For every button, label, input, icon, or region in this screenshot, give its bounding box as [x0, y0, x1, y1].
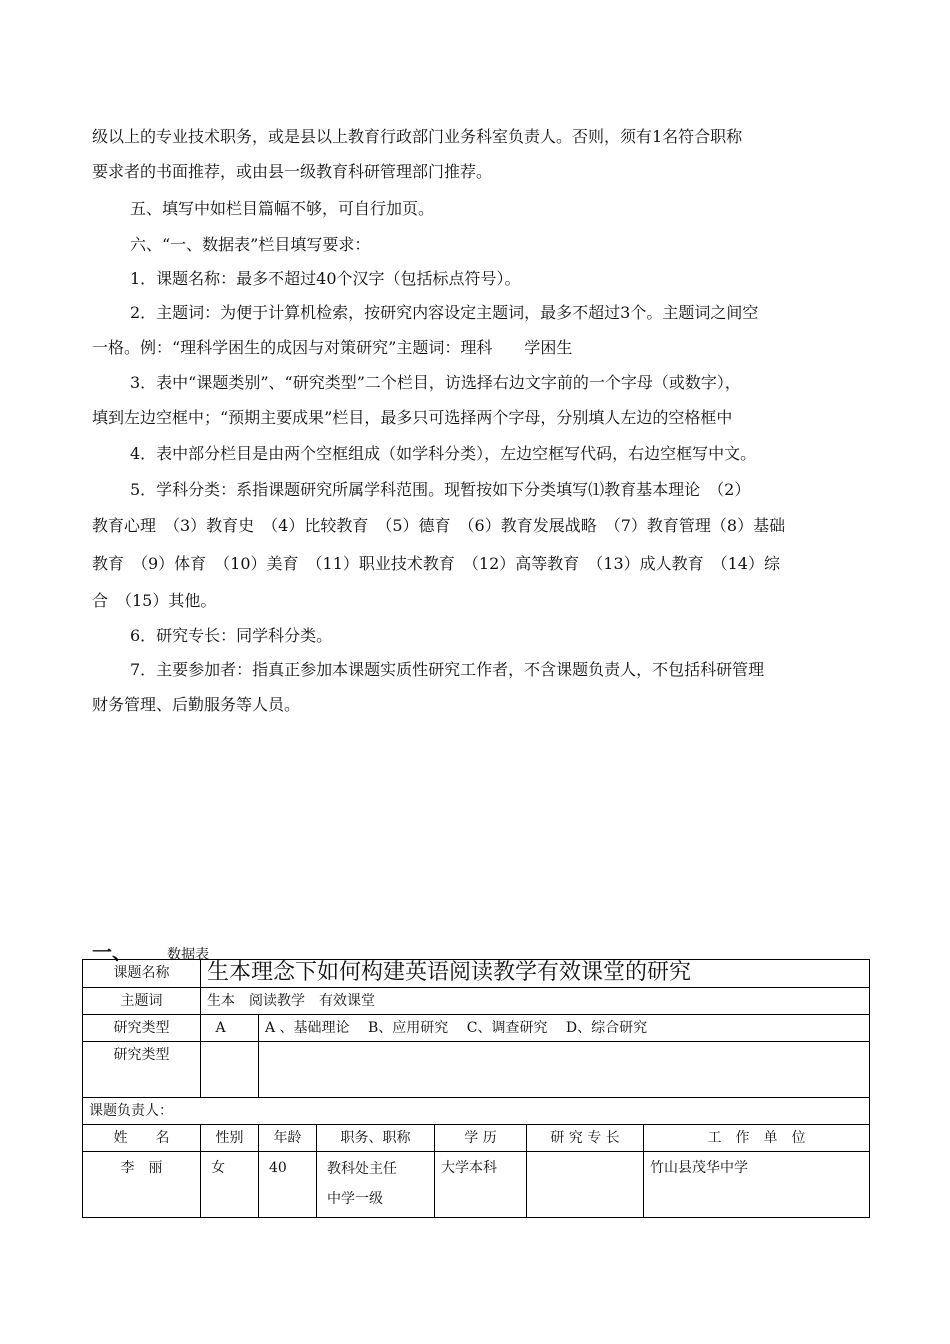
header-unit: 工 作 单 位: [644, 1125, 870, 1152]
section-number: 一、: [92, 940, 132, 964]
text-line: 4．表中部分栏目是由两个空框组成（如学科分类），左边空框写代码，右边空框写中文。: [130, 444, 757, 463]
table-row: [83, 1098, 870, 1125]
research-type-options: A 、基础理论 B、应用研究 C、调查研究 D、综合研究: [259, 1015, 870, 1042]
text-line: 合 （15）其他。: [92, 591, 217, 610]
header-position: 职务、职称: [317, 1125, 435, 1152]
person-age: 40: [259, 1152, 317, 1218]
keywords-label: 主题词: [83, 988, 201, 1015]
header-age: 年龄: [259, 1125, 317, 1152]
table-row: [83, 960, 870, 988]
text-line: 5．学科分类：系指课题研究所属学科范围。现暂按如下分类填写⑴教育基本理论 （2）: [130, 480, 751, 499]
text-line: 教育心理 （3）教育史 （4）比较教育 （5）德育 （6）教育发展战略 （7）教育管理（8）基础: [92, 516, 786, 535]
text-line: 填到左边空框中；“预期主要成果”栏目，最多只可选择两个字母，分别填人左边的空格框中: [92, 408, 733, 427]
research-type-2-options: [259, 1042, 870, 1098]
section-label: 数据表: [167, 947, 210, 963]
text-line: 要求者的书面推荐，或由县一级教育科研管理部门推荐。: [92, 162, 493, 181]
keywords-value: 生本 阅读教学 有效课堂: [201, 988, 870, 1015]
topic-name-value: 生本理念下如何构建英语阅读教学有效课堂的研究: [201, 960, 870, 988]
topic-name-label: 课题名称: [83, 960, 201, 988]
research-type-2-code: [201, 1042, 259, 1098]
person-name: 李 丽: [83, 1152, 201, 1218]
text-line: 财务管理、后勤服务等人员。: [92, 695, 301, 714]
header-specialty: 研 究 专 长: [527, 1125, 644, 1152]
person-gender: 女: [201, 1152, 259, 1218]
research-type-label: 研究类型: [83, 1015, 201, 1042]
person-title: 中学一级: [327, 1191, 383, 1207]
text-line: 2．主题词：为便于计算机检索，按研究内容设定主题词，最多不超过3个。主题词之间空: [130, 303, 759, 322]
person-position-cell: [317, 1152, 435, 1218]
text-line: 六、“一、数据表”栏目填写要求：: [130, 235, 371, 254]
text-line: 3．表中“课题类别”、“研究类型”二个栏目，访选择右边文字前的一个字母（或数字），: [130, 373, 741, 392]
person-unit: 竹山县茂华中学: [644, 1152, 870, 1218]
table-row: [83, 988, 870, 1015]
research-type-2-label: 研究类型: [83, 1042, 201, 1098]
text-line: 7．主要参加者：指真正参加本课题实质性研究工作者，不含课题负责人，不包括科研管理: [130, 660, 765, 679]
header-education: 学 历: [435, 1125, 527, 1152]
text-line: 6．研究专长：同学科分类。: [130, 626, 333, 645]
text-line: 教育 （9）体育 （10）美育 （11）职业技术教育 （12）高等教育 （13）成人教育 （14）综: [92, 554, 780, 573]
text-line: 一格。例：“理科学困生的成因与对策研究”主题词：理科 学困生: [92, 338, 573, 357]
text-line: 1．课题名称：最多不超过40个汉字（包括标点符号）。: [130, 269, 521, 288]
header-name: 姓 名: [83, 1125, 201, 1152]
leader-label: 课题负责人：: [83, 1098, 870, 1125]
table-row: [83, 1015, 870, 1042]
header-gender: 性别: [201, 1125, 259, 1152]
table-header-row: [83, 1125, 870, 1152]
research-type-code: A: [201, 1015, 259, 1042]
person-education: 大学本科: [435, 1152, 527, 1218]
table-row: [83, 1042, 870, 1098]
person-position: 教科处主任: [327, 1161, 397, 1177]
table-row: [83, 1152, 870, 1218]
person-specialty: [527, 1152, 644, 1218]
text-line: 五、填写中如栏目篇幅不够，可自行加页。: [130, 199, 435, 218]
data-table: [82, 959, 870, 1218]
text-line: 级以上的专业技术职务，或是县以上教育行政部门业务科室负责人。否则，须有1名符合职称: [92, 127, 743, 146]
